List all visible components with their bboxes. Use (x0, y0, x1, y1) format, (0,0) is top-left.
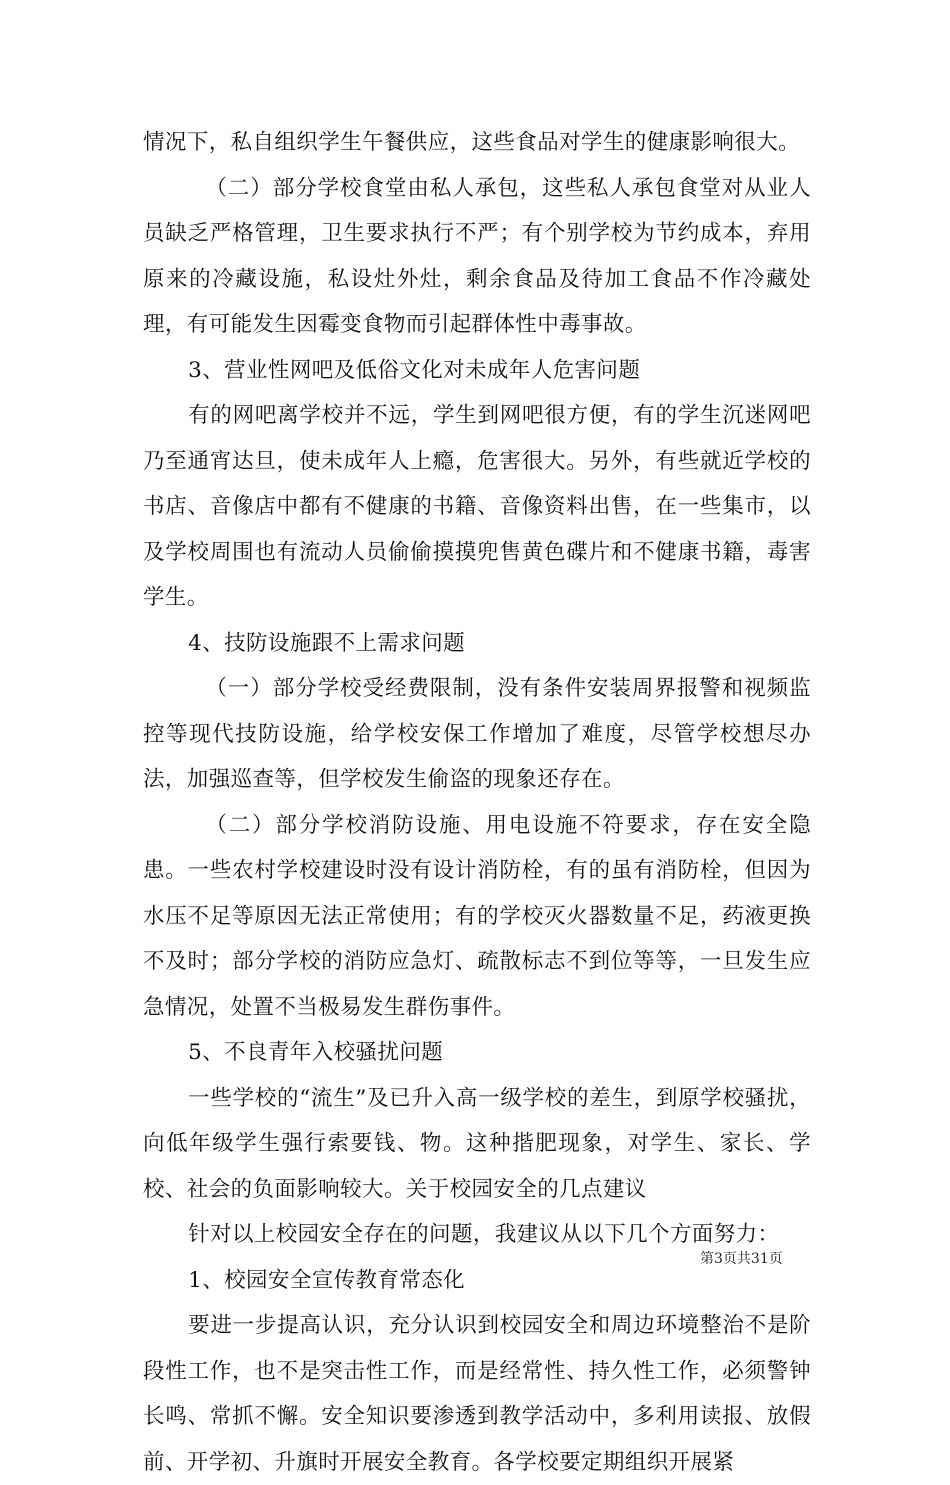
paragraph: 有的网吧离学校并不远，学生到网吧很方便，有的学生沉迷网吧乃至通宵达旦，使未成年人上瘾，危害很大。另外，有些就近学校的书店、音像店中都有不健康的书籍、音像资料出售，在一些集市，以及学校周围也有流动人员偷偷摸摸兜售黄色碟片和不健康书籍，毒害学生。 (143, 403, 811, 610)
paragraph: 要进一步提高认识，充分认识到校园安全和周边环境整治不是阶段性工作，也不是突击性工作，而是经常性、持久性工作，必须警钟长鸣、常抓不懈。安全知识要渗透到教学活动中，多利用读报、放假前、开学初、升旗时开展安全教育。各学校要定期组织开展紧 (143, 1313, 811, 1475)
paragraph: 针对以上校园安全存在的问题，我建议从以下几个方面努力： (188, 1222, 780, 1247)
section-heading: 5、不良青年入校骚扰问题 (188, 1040, 444, 1065)
paragraph: 一些学校的“流生”及已升入高一级学校的差生，到原学校骚扰，向低年级学生强行索要钱、物。这种揩肥现象，对学生、家长、学校、社会的负面影响较大。关于校园安全的几点建议 (143, 1085, 811, 1202)
paragraph: （一）部分学校受经费限制，没有条件安装周界报警和视频监控等现代技防设施，给学校安保工作增加了难度，尽管学校想尽办法，加强巡查等，但学校发生偷盗的现象还存在。 (143, 676, 811, 792)
paragraph: （二）部分学校食堂由私人承包，这些私人承包食堂对从业人员缺乏严格管理，卫生要求执行不严；有个别学校为节约成本，弃用原来的冷藏设施，私设灶外灶，剩余食品及待加工食品不作冷藏处理，有可能发生因霉变食物而引起群体性中毒事故。 (143, 175, 811, 337)
document-body (143, 120, 811, 1485)
section-heading: 4、技防设施跟不上需求问题 (188, 630, 466, 656)
paragraph: （二）部分学校消防设施、用电设施不符要求，存在安全隐患。一些农村学校建设时没有设计消防栓，有的虽有消防栓，但因为水压不足等原因无法正常使用；有的学校灭火器数量不足，药液更换不及时；部分学校的消防应急灯、疏散标志不到位等等，一旦发生应急情况，处置不当极易发生群伤事件。 (143, 812, 811, 1020)
section-heading: 3、营业性网吧及低俗文化对未成年人危害问题 (188, 357, 641, 383)
section-heading: 1、校园安全宣传教育常态化 (188, 1267, 466, 1293)
paragraph: 情况下，私自组织学生午餐供应，这些食品对学生的健康影响很大。 (143, 130, 801, 155)
page-number: 第3页共31页 (700, 1251, 783, 1267)
